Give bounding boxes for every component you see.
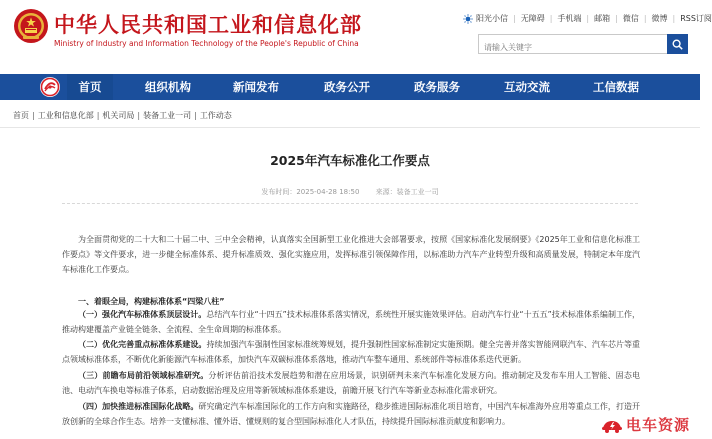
article-source: 来源：装备工业一司 [375,188,439,196]
title-divider [62,203,638,204]
divider: | [549,14,553,23]
paragraph-lead: （一）强化汽车标准体系顶层设计。 [78,310,207,319]
breadcrumb-separator: | [32,111,35,120]
article-title: 2025年汽车标准化工作要点 [270,153,430,168]
article-meta [0,187,700,197]
article [0,127,700,439]
paragraph-lead: （二）优化完善重点标准体系建设。 [78,340,207,349]
breadcrumb [13,110,232,121]
divider: | [643,14,647,23]
watermark [601,414,690,435]
search-box [478,34,688,54]
top-links [463,13,712,24]
site-subtitle: Ministry of Industry and Information Technology of the People's Republic of China [54,39,359,48]
top-link-rss[interactable]: RSS订阅 [680,14,712,23]
top-link-weibo[interactable]: 微博 [651,14,668,23]
search-icon [672,39,683,50]
search-button[interactable] [667,34,688,54]
paragraph-body: 研究确定汽车标准国际化的工作方向和实施路径，稳步推进国际标准化项目培育，中国汽车标准海外应用等重点工作，打造开放创新的全球合作生态。培养一支懂标准、懂外语、懂规则的复合型国际标准化人才队伍，持续提升国际标准贡献度和影响力。 [62,402,640,426]
site-title[interactable]: 中华人民共和国工业和信息化部 [54,13,362,37]
breadcrumb-item[interactable]: 工作动态 [199,111,232,120]
watermark-text: 电车资源 [625,416,690,434]
breadcrumb-item[interactable]: 装备工业一司 [143,111,192,120]
breadcrumb-item[interactable]: 首页 [13,111,29,120]
breadcrumb-separator: | [137,111,141,120]
paragraph-body: 总结汽车行业“十四五”技术标准体系落实情况，系统性开展实施效果评估。启动汽车行业“十五五”技术标准体系编制工作，推动构建覆盖产业链全链条、全流程、全生命周期的标准体系。 [62,310,641,334]
nav-organization[interactable]: 组织机构 [145,80,191,94]
breadcrumb-separator: | [194,111,197,120]
search-input[interactable] [479,39,665,57]
site-header [0,0,712,62]
breadcrumb-separator: | [96,111,100,120]
breadcrumb-item[interactable]: 机关司局 [102,111,135,120]
publish-time: 发布时间：2025-04-28 18:50 [261,188,360,196]
paragraph-lead: （三）前瞻布局前沿领域标准研究。 [78,371,209,380]
national-emblem-icon[interactable] [13,8,49,44]
nav-government-services[interactable]: 政务服务 [414,80,460,94]
sun-icon [463,14,473,24]
breadcrumb-item[interactable]: 工业和信息化部 [37,111,94,120]
paragraph-body: 持续加强汽车强制性国家标准统筹规划，提升强制性国家标准制定实施预期。健全完善并落实智能网联汽车、汽车芯片等重点领域标准体系，不断优化新能源汽车标准体系，加快汽车双碳标准体系落地，推动汽车整车通用、系统部件等标准体系迭代更新。 [62,340,640,364]
divider: | [513,14,516,23]
article-paragraph [62,399,640,429]
ev-resource-logo-icon [601,416,623,434]
divider: | [672,14,676,23]
nav-news[interactable]: 新闻发布 [233,80,279,94]
nav-interaction[interactable]: 互动交流 [504,80,550,94]
section-heading: 一、着眼全局，构建标准体系“四梁八柱” [78,297,225,306]
top-link-mailbox[interactable]: 邮箱 [594,14,611,23]
divider: | [586,14,590,23]
top-link-accessibility[interactable]: 无障碍 [520,14,545,23]
top-link-label: 阳光小信 [476,14,508,23]
ministry-logo-icon[interactable] [39,76,61,98]
intro-paragraph: 为全面贯彻党的二十大和二十届二中、三中全会精神，认真落实全国新型工业化推进大会部署要求，按照《国家标准化发展纲要》《2025年工业和信息化标准工作要点》等文件要求，进一步健全标准体系、提升标准质效、强化实施应用，发挥标准引领保障作用，以标准助力汽车产业转型升级和高质量发展，特制定本年度汽车标准化工作要点。 [62,235,640,274]
nav-home[interactable]: 首页 [67,74,113,100]
article-paragraph [62,337,640,367]
article-paragraph [62,368,640,398]
article-paragraph [62,307,640,337]
nav-government-affairs[interactable]: 政务公开 [324,80,370,94]
top-link-sunshine[interactable] [463,13,508,24]
top-link-mobile[interactable]: 手机端 [557,14,582,23]
main-nav [0,74,700,100]
paragraph-lead: （四）加快推进标准国际化战略。 [78,402,199,411]
nav-data[interactable]: 工信数据 [593,80,639,94]
top-link-wechat[interactable]: 微信 [622,14,639,23]
divider: | [615,14,618,23]
paragraph-body: 分析评估前沿技术发展趋势和潜在应用场景，识别研判未来汽车标准化发展方向。推动制定及发布车用人工智能、固态电池、电动汽车换电等标准子体系，启动数据治理及应用等新领域标准体系建设，前瞻开展飞行汽车等新业态标准化需求研究。 [62,371,641,395]
